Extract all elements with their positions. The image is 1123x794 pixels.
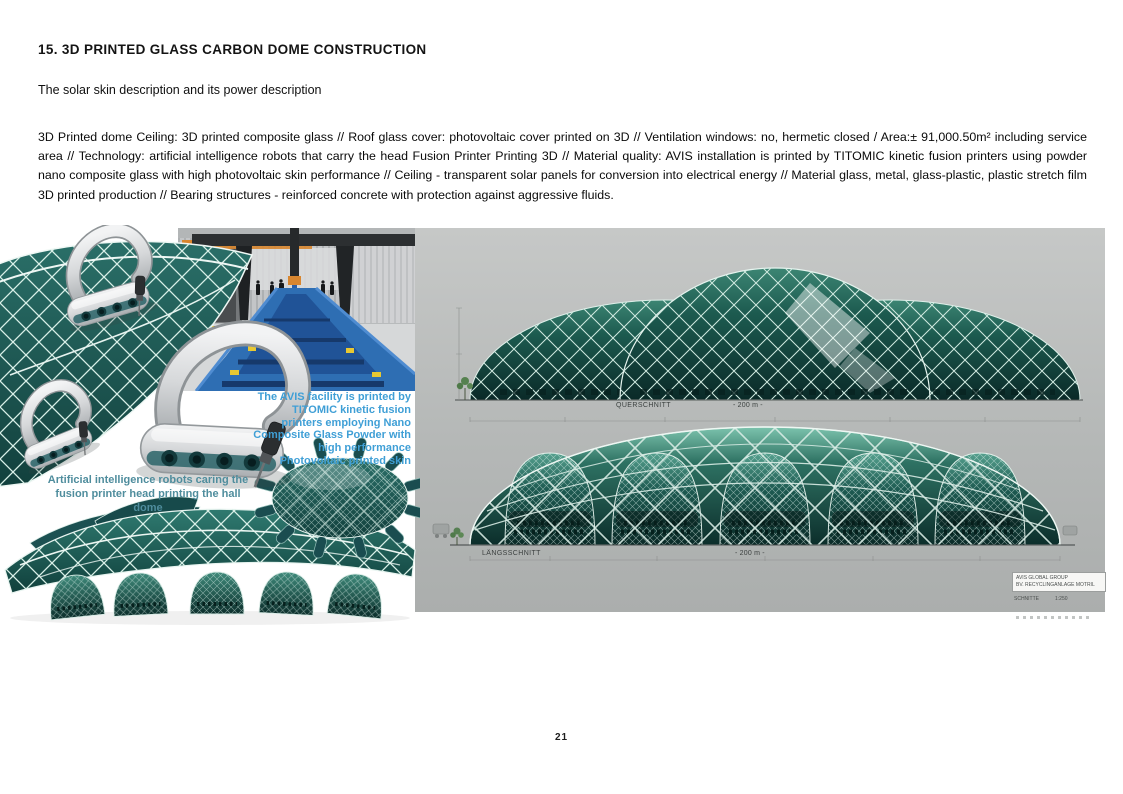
titleblock-company: AVIS GLOBAL GROUP [1016,575,1068,581]
page-subtitle: The solar skin description and its power description [38,83,322,97]
label-querschnitt: QUERSCHNITT [616,402,671,409]
page-title: 15. 3D PRINTED GLASS CARBON DOME CONSTRUCTION [38,42,427,57]
page-number: 21 [554,732,569,743]
label-laengsschnitt-scale: - 200 m - [735,550,765,557]
titleblock-box [1012,572,1106,592]
caption-ai-robots: Artificial intelligence robots caring the fusion printer head printing the hall dome [47,474,249,514]
body-paragraph: 3D Printed dome Ceiling: 3D printed composite glass // Roof glass cover: photovoltaic cover printed on 3D // Ventilation windows: no, hermetic closed / Area:± 91,000.50m² including service area // Technology: artificial intelligence robots that carry the head Fusion Printer Printing 3D // Material quality: AVIS installation is printed by TITOMIC kinetic fusion printers using powder nano composite glass with high photovoltaic skin performance // Ceiling - transparent solar panels for conversion into electrical energy // Material glass, metal, glass-plastic, plastic stretch film 3D printed production // Bearing structures - reinforced concrete with protection against aggressive fluids. [38,130,1087,202]
label-laengsschnitt: LÄNGSSCHNITT [482,550,541,557]
caption-avis-facility: The AVIS facility is printed by TITOMIC kinetic fusion printers employing Nano Composite Glass Powder with high performance Photovoltaic printed skin [253,391,411,467]
titleblock-scale-value: 1:250 [1055,596,1068,602]
label-querschnitt-scale: - 200 m - [733,402,763,409]
titleblock-scale-marks [1016,616,1092,619]
titleblock-scale-row [1012,596,1106,602]
titleblock-project: BV. RECYCLINGANLAGE MOTRIL [1016,582,1095,588]
drawing-titleblock [1012,572,1106,602]
titleblock-sheet-label: SCHNITTE [1014,596,1039,602]
